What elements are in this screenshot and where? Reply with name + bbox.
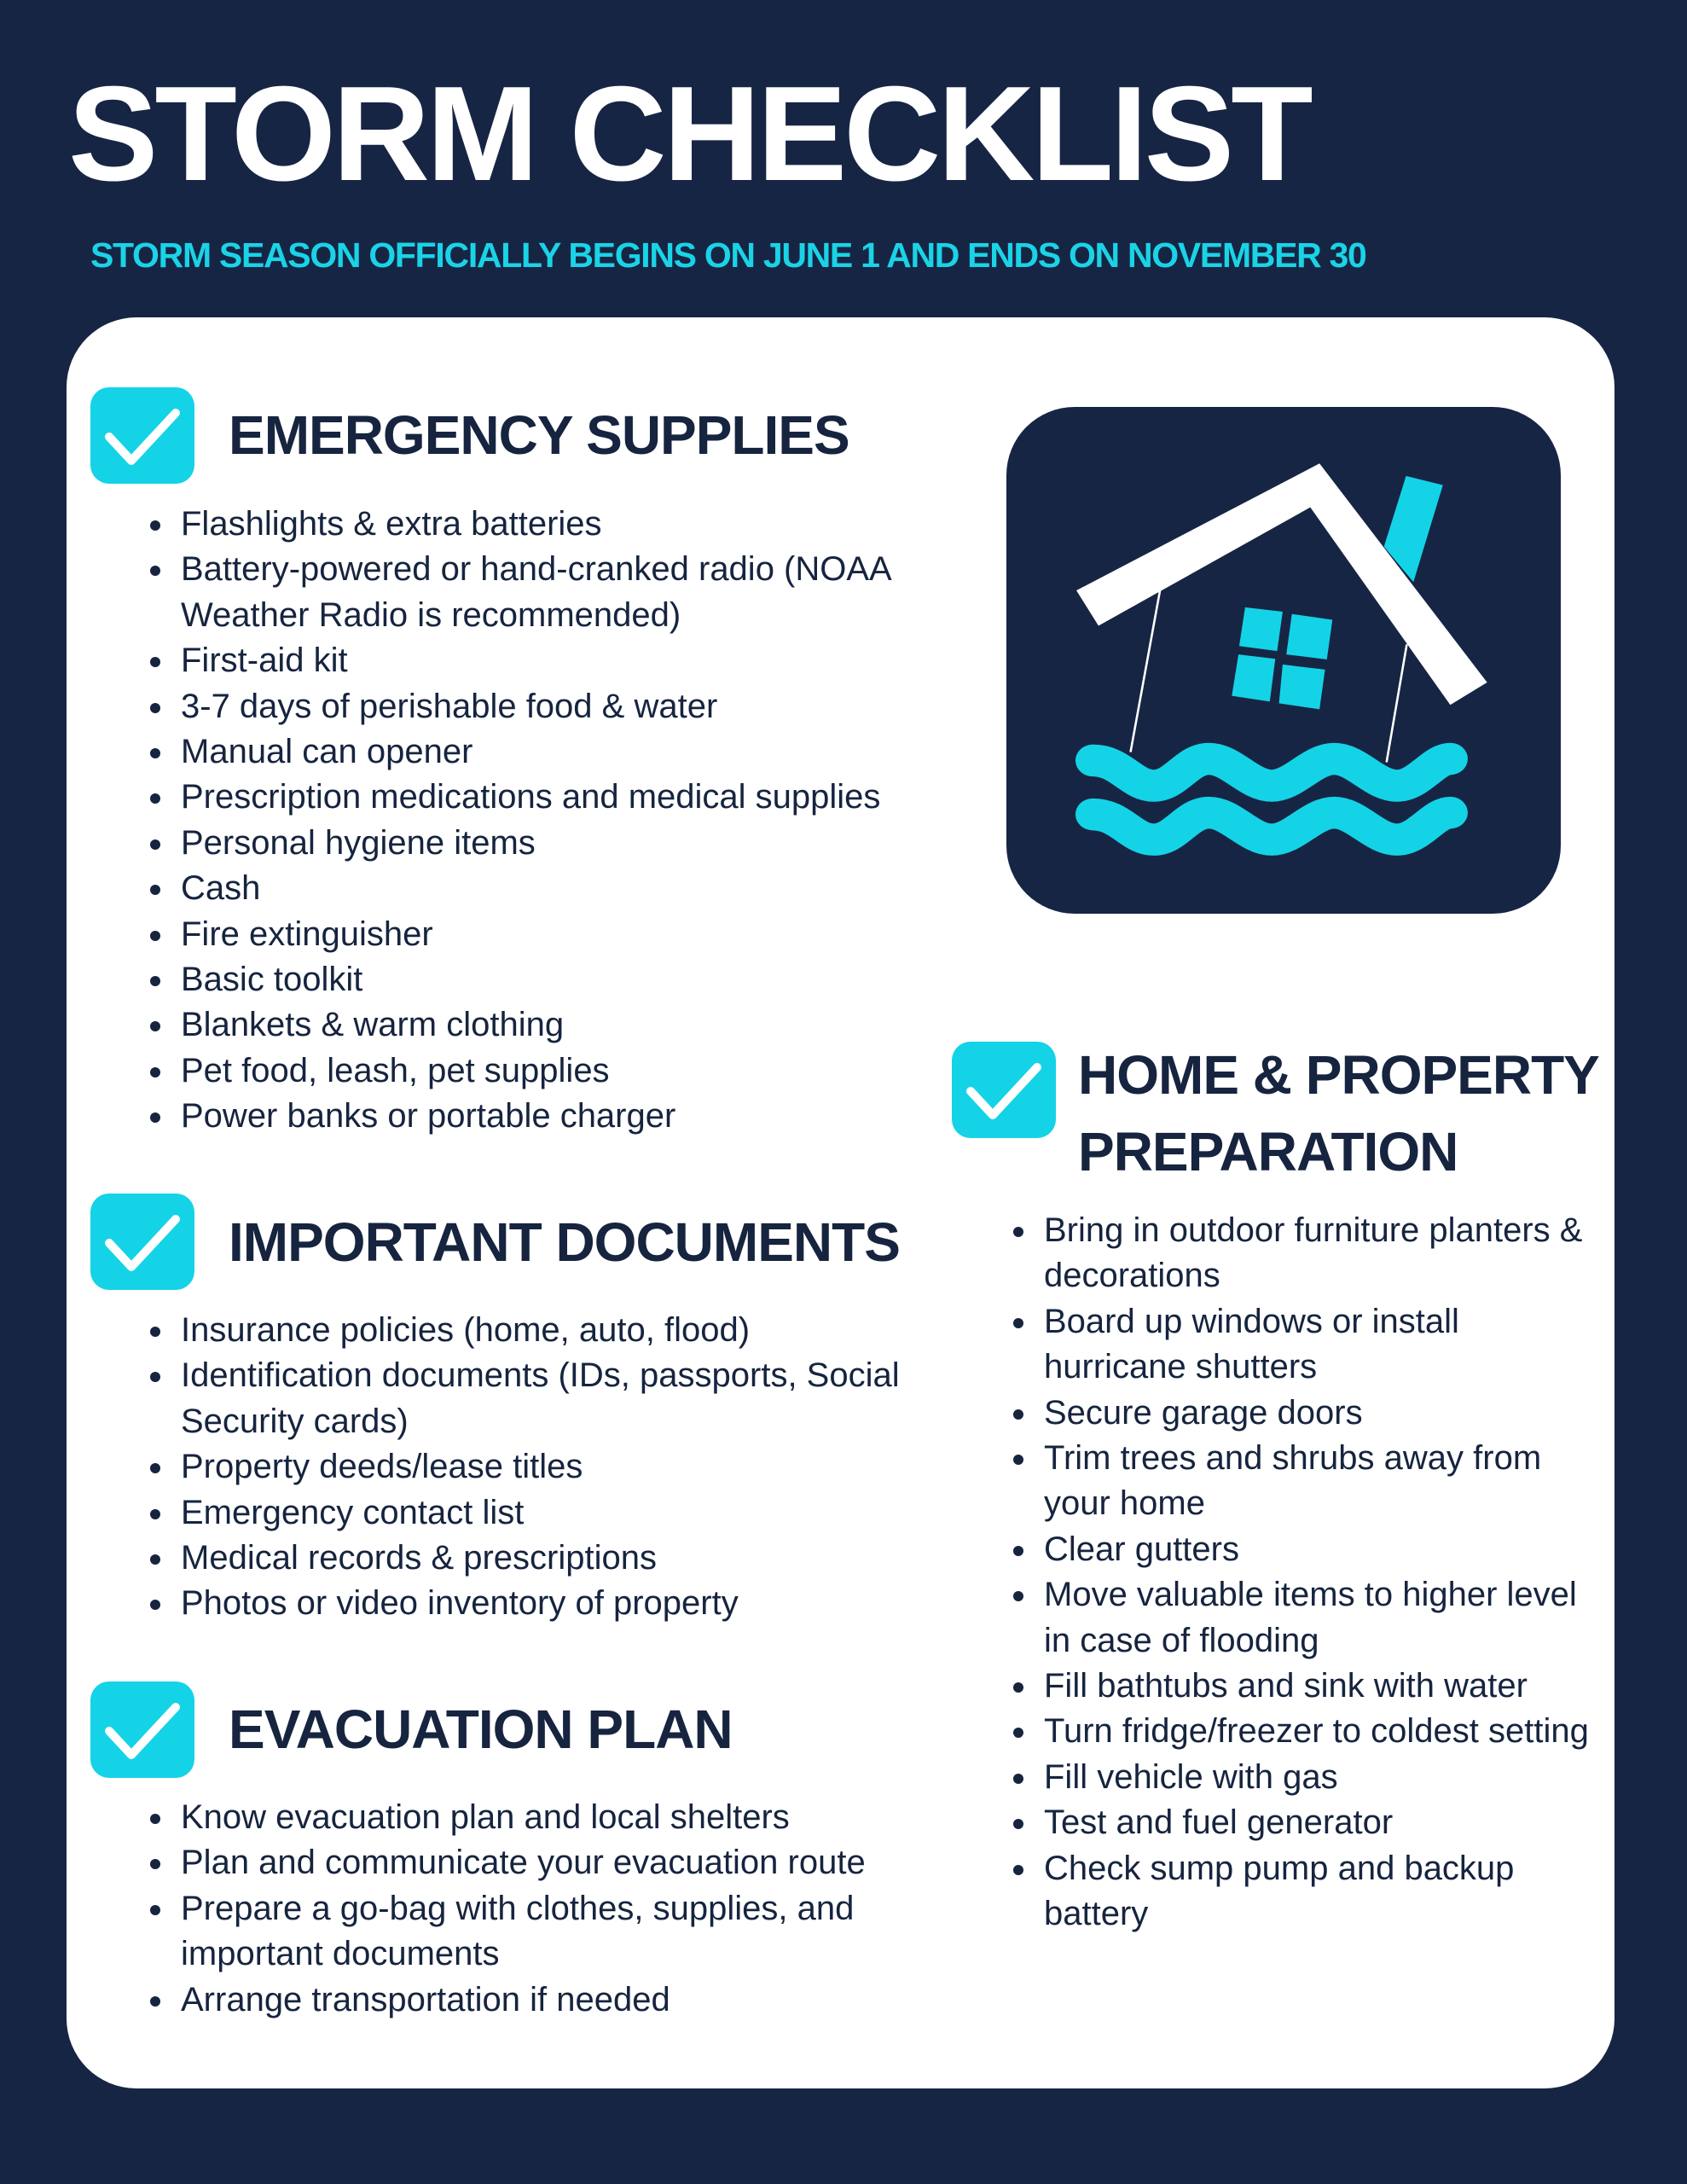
section-heading-emergency-supplies: EMERGENCY SUPPLIES xyxy=(229,404,849,466)
list-item: Insurance policies (home, auto, flood) xyxy=(181,1308,1000,1353)
checkbox-icon xyxy=(90,387,194,484)
section-heading-important-documents: IMPORTANT DOCUMENTS xyxy=(229,1211,900,1273)
list-item: Prescription medications and medical supplies xyxy=(181,775,983,820)
list-item: Personal hygiene items xyxy=(181,821,983,866)
list-item: Emergency contact list xyxy=(181,1490,1000,1536)
season-subtitle: STORM SEASON OFFICIALLY BEGINS ON JUNE 1 AND ENDS ON NOVEMBER 30 xyxy=(90,235,1366,275)
heading-line-1: HOME & PROPERTY xyxy=(1078,1044,1599,1106)
list-item: Know evacuation plan and local shelters xyxy=(181,1795,965,1840)
list-item: Fill vehicle with gas xyxy=(1044,1755,1598,1800)
list-item: Medical records & prescriptions xyxy=(181,1536,1000,1581)
list-item: Blankets & warm clothing xyxy=(181,1002,983,1048)
list-item: Bring in outdoor furniture planters & decorations xyxy=(1044,1208,1598,1299)
checkmark-icon xyxy=(90,1682,194,1778)
emergency-supplies-list xyxy=(148,502,983,1140)
list-item: Secure garage doors xyxy=(1044,1391,1598,1436)
list-item: Move valuable items to higher level in case of flooding xyxy=(1044,1572,1598,1664)
wave-bottom xyxy=(1093,813,1450,840)
wall-right xyxy=(1387,644,1407,762)
list-item: First-aid kit xyxy=(181,638,983,683)
heading-line-2: PREPARATION xyxy=(1078,1121,1458,1182)
checkbox-icon xyxy=(90,1682,194,1778)
list-item: Cash xyxy=(181,866,983,911)
evacuation-plan-list xyxy=(148,1795,965,2023)
checkmark-icon xyxy=(952,1042,1056,1138)
checkmark-icon xyxy=(90,387,194,484)
flooded-house-icon xyxy=(1006,407,1561,914)
window xyxy=(1232,607,1332,710)
wall-left xyxy=(1131,590,1161,752)
list-item: Flashlights & extra batteries xyxy=(181,502,983,547)
list-item: Manual can opener xyxy=(181,729,983,775)
list-item: Basic toolkit xyxy=(181,957,983,1002)
section-heading-home-property xyxy=(1078,1037,1599,1190)
list-item: Board up windows or install hurricane shutters xyxy=(1044,1299,1598,1391)
checkbox-icon xyxy=(90,1194,194,1290)
list-item: Fire extinguisher xyxy=(181,912,983,957)
list-item: Clear gutters xyxy=(1044,1527,1598,1572)
list-item: Pet food, leash, pet supplies xyxy=(181,1048,983,1094)
list-item: Turn fridge/freezer to coldest setting xyxy=(1044,1709,1598,1754)
list-item: Fill bathtubs and sink with water xyxy=(1044,1664,1598,1709)
checkmark-icon xyxy=(90,1194,194,1290)
list-item: 3-7 days of perishable food & water xyxy=(181,684,983,729)
home-property-list xyxy=(1012,1208,1598,1937)
checkbox-icon xyxy=(952,1042,1056,1138)
list-item: Photos or video inventory of property xyxy=(181,1581,1000,1626)
list-item: Test and fuel generator xyxy=(1044,1800,1598,1845)
wave-top xyxy=(1093,758,1450,786)
list-item: Trim trees and shrubs away from your home xyxy=(1044,1436,1598,1527)
list-item: Check sump pump and backup battery xyxy=(1044,1846,1598,1937)
list-item: Property deeds/lease titles xyxy=(181,1444,1000,1490)
list-item: Prepare a go-bag with clothes, supplies, and important documents xyxy=(181,1886,965,1978)
section-heading-evacuation-plan: EVACUATION PLAN xyxy=(229,1699,733,1760)
list-item: Identification documents (IDs, passports, Social Security cards) xyxy=(181,1353,1000,1444)
list-item: Power banks or portable charger xyxy=(181,1094,983,1139)
list-item: Plan and communicate your evacuation route xyxy=(181,1840,965,1885)
list-item: Arrange transportation if needed xyxy=(181,1978,965,2023)
important-documents-list xyxy=(148,1308,1000,1627)
list-item: Battery-powered or hand-cranked radio (NOAA Weather Radio is recommended) xyxy=(181,547,983,638)
page-title: STORM CHECKLIST xyxy=(68,59,1310,209)
